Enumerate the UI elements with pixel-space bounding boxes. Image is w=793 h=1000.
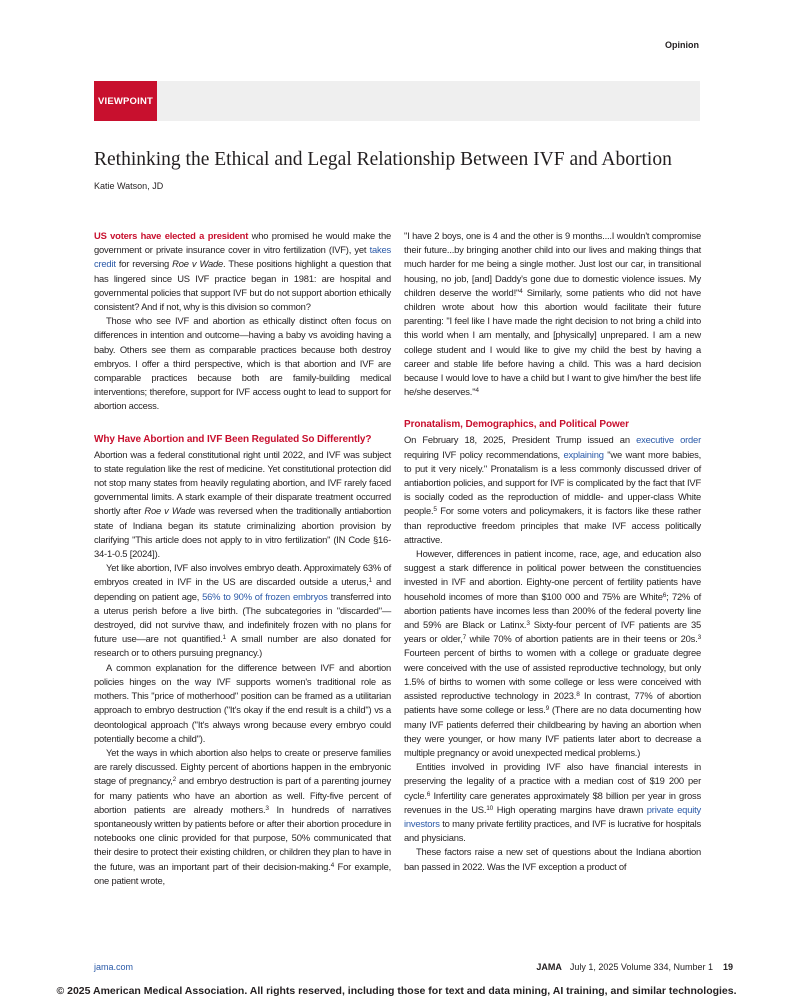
- column-left: [94, 229, 391, 888]
- text-run: transferred into a uterus perish before a live birth. (The subcategories in "discarded"—destroyed, did not survive thaw, and indefinitely frozen with no plans for future use—are not quantified.: [94, 590, 391, 645]
- citation: 6: [662, 591, 667, 599]
- citation: 5: [433, 506, 437, 514]
- text-run: For example, one patient wrote,: [94, 860, 391, 886]
- text-run: Similarly, some patients who did not have children wrote about how this abortion would facilitate their future parenting: "I feel like I have made the right decision to not bring a child into this world when I am mentally, and [physically] unprepared. I am a new college student and I would like to give my child the best by having a career and stable life before having a child. This was a hard decision because I would love to have a child but I want to give him/her the best life he/she deserves.": [404, 286, 701, 398]
- citation: 1: [222, 634, 226, 642]
- text-run: who promised he would make the government or private insurance cover in vitro fertilization (IVF), yet: [94, 230, 391, 256]
- text-run: and embryo destruction is part of a parenting journey for many patients who have an abortion as well. Fifty-five percent of abortion patients are already mothers.: [94, 775, 391, 815]
- text-run: requiring IVF policy recommendations,: [404, 448, 564, 460]
- paragraph: Those who see IVF and abortion as ethically distinct often focus on differences in intention and outcome—having a baby vs avoiding having a baby. Others see them as comparable practices because both destroy embryos. I offer a third perspective, which is that abortion and IVF are comparable practices because both are family-building medical interventions; therefore, support for IVF access ought to lead to support for abortion access.: [94, 315, 391, 412]
- case-name: Roe v Wade: [144, 505, 196, 517]
- paragraph: [404, 433, 701, 547]
- lead-in: US voters have elected a president: [94, 230, 249, 241]
- citation: 4: [519, 287, 523, 295]
- text-run: Yet like abortion, IVF also involves embryo death. Approximately 63% of embryos created in IVF in the US are discarded outside a uterus,: [94, 562, 391, 588]
- text-run: Fourteen percent of births to women with a college or graduate degree were conceived with the use of assisted reproductive technology, but only 1.5% of births to women with some college or less were conceived with assisted reproductive technology in 2023.: [404, 647, 701, 702]
- section-label: Opinion: [665, 40, 699, 50]
- text-run: For some voters and policymakers, it is factors like these rather than reproductive freedom principles that make IVF access politically attractive.: [404, 505, 701, 545]
- column-right: [404, 229, 701, 874]
- copyright-notice: © 2025 American Medical Association. All rights reserved, including those for text and data mining, AI training, and similar technologies.: [56, 985, 737, 997]
- text-run: A small number are also donated for research or to others pursuing pregnancy.): [94, 633, 391, 659]
- paragraph: A common explanation for the difference between IVF and abortion policies hinges on the way IVF supports women's traditional role as mothers. This "price of motherhood" position can be framed as a utilitarian approach to embryo destruction ("It's okay if the end result is a child") vs a deontological approach ("It's always wrong because every embryo could potentially become a child").: [94, 661, 391, 744]
- paragraph: [94, 561, 391, 660]
- text-run: "we want more babies, to put it very nicely." Pronatalism is a less commonly discussed driver of antiabortion policies, and support for IVF is complicated by the fact that IVF is socially coded as the reproduction of middle- and upper-class White people.: [404, 448, 701, 517]
- link-explaining[interactable]: explaining: [563, 448, 604, 460]
- citation: 8: [576, 691, 580, 699]
- text-run: Yet the ways in which abortion also helps to create or preserve families are rarely discussed. Eighty percent of abortions happen in the embryonic stage of pregnancy,: [94, 746, 391, 787]
- text-run: Sixty-four percent of IVF patients are 35 years or older,: [404, 619, 701, 645]
- case-name: Roe v Wade: [172, 258, 224, 270]
- text-run: On February 18, 2025, President Trump issued an: [404, 434, 637, 446]
- citation: 3: [526, 620, 530, 628]
- paragraph: [94, 229, 391, 314]
- section-heading: Pronatalism, Demographics, and Political Power: [404, 419, 629, 431]
- link-takes-credit[interactable]: takes credit: [94, 244, 391, 270]
- text-run: . These positions highlight a question that has lingered since US IVF practice began in 1981: are hospital and governmental policies that support IVF but do not support abortion ethically consistent? And if not, why is this division so common?: [94, 258, 391, 313]
- text-run: Abortion was a federal constitutional right until 2022, and IVF was subject to state regulation like the rest of medicine. Yet constitutional protection did not stop many states from heavily regulating abortion, and IVF rarely faced governmental limits. A stark example of their disparate treatment occurred shortly after: [94, 448, 391, 517]
- text-run: High operating margins have drawn: [493, 803, 647, 815]
- citation: 4: [330, 861, 334, 869]
- article-title: Rethinking the Ethical and Legal Relationship Between IVF and Abortion: [94, 149, 672, 170]
- link-private-equity[interactable]: private equity investors: [404, 803, 701, 829]
- issue-info: July 1, 2025 Volume 334, Number 1: [569, 962, 713, 972]
- paragraph: [94, 746, 391, 888]
- citation: 10: [486, 804, 494, 812]
- text-run: However, differences in patient income, race, age, and education also suggest a stark difference in political power between the constituencies invested in IVF and abortion. Eighty-one percent of fertility patients have household incomes of more than $100 000 and 75% are White: [404, 548, 701, 602]
- text-run: In hundreds of narratives spontaneously written by patients before or after their abortion procedure in notebooks one clinic provided for that purpose, 50% communicated that their desire to protect their existing children, or children they plan to have in the future, was an important part of their decision-making.: [94, 803, 391, 872]
- paragraph: [404, 760, 701, 845]
- citation: 3: [265, 804, 269, 812]
- paragraph: [404, 547, 701, 760]
- citation: 1: [368, 577, 372, 585]
- link-executive-order[interactable]: executive order: [636, 434, 701, 446]
- journal-name: JAMA: [536, 962, 562, 972]
- citation: 7: [462, 634, 466, 642]
- paragraph: [94, 448, 391, 562]
- citation: 4: [475, 387, 479, 395]
- text-run: Infertility care generates approximately $8 billion per year in gross revenues in the US.: [404, 789, 701, 815]
- article-author: Katie Watson, JD: [94, 181, 164, 191]
- citation: 3: [697, 634, 701, 642]
- text-run: "I have 2 boys, one is 4 and the other is 9 months....I wouldn't compromise their future...by bringing another child into our lives and making things that much harder for me being a single mother. Just lost our car, in transitional housing, no job, [and] Daddy's gone due to domestic violence issues. My children deserve the world!": [404, 230, 701, 298]
- text-run: for reversing: [115, 258, 173, 270]
- citation: 9: [545, 705, 550, 713]
- viewpoint-tag: VIEWPOINT: [94, 81, 157, 121]
- text-run: and depending on patient age,: [94, 576, 391, 602]
- journal-url-link[interactable]: jama.com: [94, 962, 134, 972]
- link-frozen-embryos[interactable]: 56% to 90% of frozen embryos: [202, 590, 328, 602]
- page-number: 19: [722, 962, 733, 972]
- citation: 2: [172, 776, 177, 784]
- footer-citation: [536, 962, 733, 972]
- paragraph: [404, 229, 701, 399]
- text-run: was reversed when the traditionally antiabortion state of Indiana began its statute criminalizing abortion provision by clarifying "This article does not apply to in vitro fertilization" (IN Code §16-34-1-0.5 [2024]).: [94, 505, 391, 560]
- text-run: (There are no data documenting how many IVF patients deferred their childbearing by having an abortion when they were younger, or how many IVF patients later abort to decrease a multiple pregnancy or avoid unexpected medical problems.): [404, 704, 701, 758]
- text-run: ; 72% of abortion patients have incomes less than 200% of the federal poverty line and 59% are Black or Latinx.: [404, 590, 702, 631]
- citation: 6: [426, 790, 431, 798]
- text-run: to many private fertility practices, and IVF is lucrative for hospitals and physicians.: [404, 817, 701, 844]
- section-heading: Why Have Abortion and IVF Been Regulated So Differently?: [94, 433, 372, 445]
- text-run: In contrast, 77% of abortion patients have some college or less.: [404, 690, 701, 716]
- text-run: Entities involved in providing IVF also have financial interests in preserving the legality of a practice with a median cost of $19 200 per cycle.: [404, 761, 701, 801]
- text-run: while 70% of abortion patients are in their teens or 20s.: [465, 633, 698, 645]
- paragraph: These factors raise a new set of questions about the Indiana abortion ban passed in 2022. Was the IVF exception a product of: [404, 846, 701, 872]
- article-type-banner: [94, 81, 700, 121]
